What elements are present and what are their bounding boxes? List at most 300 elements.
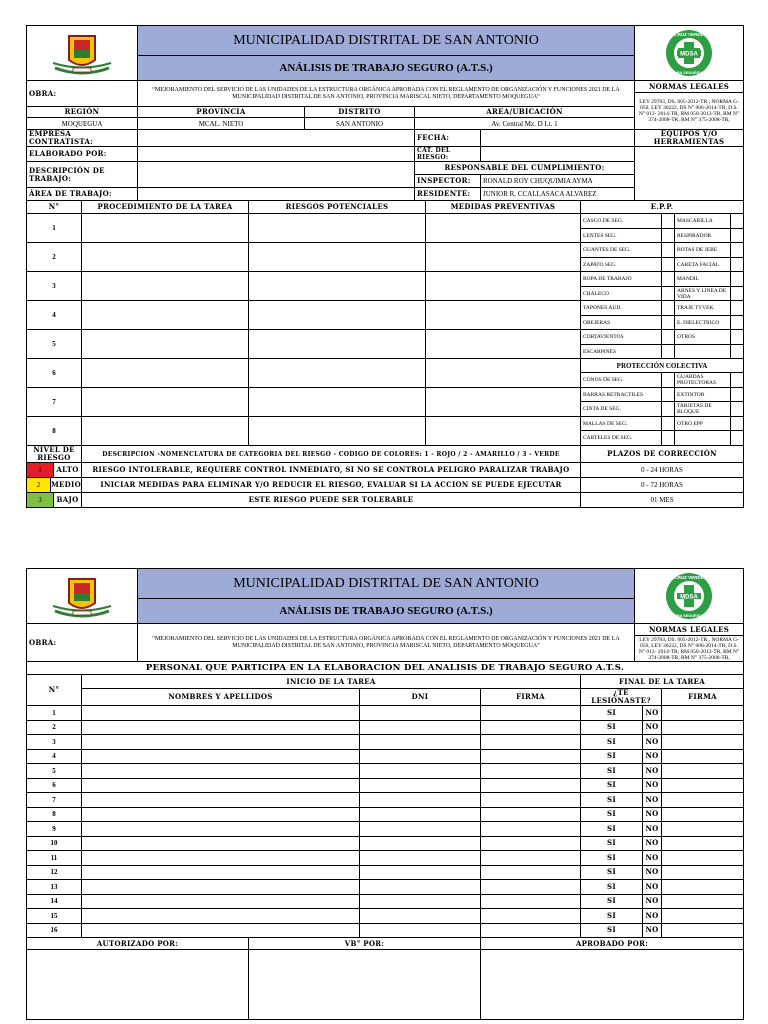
distrito-label: DISTRITO <box>305 107 415 118</box>
personal-nombre-field[interactable] <box>82 778 360 793</box>
nivel-plazo: 0 - 72 HORAS <box>581 478 744 493</box>
municipality-title: MUNICIPALIDAD DISTRITAL DE SAN ANTONIO <box>138 26 635 56</box>
sheet1-header-table <box>26 25 744 201</box>
proteccion-item-label: OTRO EPP <box>675 417 731 431</box>
personal-nombre-field[interactable] <box>82 923 360 938</box>
personal-row-number: 8 <box>27 807 82 822</box>
equipos-herramientas-field[interactable] <box>635 147 744 201</box>
personal-row-number: 11 <box>27 851 82 866</box>
municipality-title-2: MUNICIPALIDAD DISTRITAL DE SAN ANTONIO <box>138 569 635 599</box>
para-seguridad-logo-text: PARA SEGURIDAD <box>671 71 707 75</box>
task-medidas-cell[interactable] <box>426 243 581 272</box>
col-procedimiento-header: PROCEDIMIENTO DE LA TAREA <box>82 201 249 214</box>
task-riesgos-cell[interactable] <box>249 214 426 243</box>
personal-col-n: N° <box>27 675 82 706</box>
epp-item-label: RESPIRADOR <box>675 229 731 243</box>
epp-checkbox[interactable] <box>662 243 675 258</box>
lesion-no-option[interactable]: NO <box>643 923 662 938</box>
autorizado-por-label: AUTORIZADO POR: <box>27 938 249 950</box>
epp-checkbox[interactable] <box>662 258 675 272</box>
personal-row-number: 7 <box>27 793 82 808</box>
plazos-correccion-label: PLAZOS DE CORRECCIÓN <box>581 446 744 463</box>
nivel-riesgo-cell <box>27 493 82 508</box>
personal-nombre-field[interactable] <box>82 749 360 764</box>
nivel-name: MEDIO <box>50 480 81 489</box>
personal-firma-final-field[interactable] <box>662 793 744 808</box>
elaborado-por-field[interactable] <box>138 147 415 162</box>
personal-nombre-field[interactable] <box>82 836 360 851</box>
task-procedimiento-cell[interactable] <box>82 272 249 301</box>
cat-riesgo-field[interactable] <box>481 147 635 162</box>
personal-row-number: 6 <box>27 778 82 793</box>
task-procedimiento-cell[interactable] <box>82 417 249 446</box>
epp-item-label: TRAJE TYVEK <box>675 301 731 316</box>
personal-dni-field[interactable] <box>360 851 481 866</box>
lesion-no-option[interactable]: NO <box>643 764 662 779</box>
personal-firma-final-field[interactable] <box>662 851 744 866</box>
lesion-si-option[interactable]: SI <box>581 720 643 735</box>
task-procedimiento-cell[interactable] <box>82 214 249 243</box>
personal-dni-field[interactable] <box>360 720 481 735</box>
task-procedimiento-cell[interactable] <box>82 301 249 330</box>
task-riesgos-cell[interactable] <box>249 272 426 301</box>
vb-por-label: VB° POR: <box>249 938 481 950</box>
task-number: 1 <box>27 214 82 243</box>
personal-rows <box>27 706 744 938</box>
personal-firma-field[interactable] <box>481 793 581 808</box>
task-number: 3 <box>27 272 82 301</box>
personal-dni-field[interactable] <box>360 909 481 924</box>
empresa-contratista-field[interactable] <box>138 130 415 147</box>
epp-item-label: ZAPATO SEG. <box>581 258 662 272</box>
personal-nombre-field[interactable] <box>82 807 360 822</box>
epp-checkbox[interactable] <box>731 272 744 287</box>
cruz-verde-logo-text: CRUZ VERDE <box>674 32 704 37</box>
epp-checkbox[interactable] <box>731 243 744 258</box>
nivel-descripcion: INICIAR MEDIDAS PARA ELIMINAR Y/O REDUCIR EL RIESGO, EVALUAR SI LA ACCION SE PUEDE EJECUTAR <box>82 478 581 493</box>
lesion-si-option[interactable]: SI <box>581 749 643 764</box>
vb-por-signature[interactable] <box>249 950 481 1020</box>
inicio-tarea-label: INICIO DE LA TAREA <box>82 675 581 689</box>
fecha-field[interactable] <box>481 130 635 147</box>
lesion-no-option[interactable]: NO <box>643 836 662 851</box>
personal-firma-final-field[interactable] <box>662 909 744 924</box>
epp-item-label <box>675 345 731 359</box>
personal-dni-field[interactable] <box>360 749 481 764</box>
proteccion-checkbox[interactable] <box>662 431 675 446</box>
epp-item-label: MANDIL <box>675 272 731 287</box>
personal-firma-field[interactable] <box>481 822 581 837</box>
te-lesionaste-header: ¿TE LESIONASTE? <box>581 689 662 706</box>
col-medidas-header: MEDIDAS PREVENTIVAS <box>426 201 581 214</box>
epp-checkbox[interactable] <box>731 287 744 301</box>
personal-row-number: 9 <box>27 822 82 837</box>
epp-checkbox[interactable] <box>731 214 744 229</box>
nivel-color-swatch: 2 <box>27 478 51 492</box>
area-ubicacion-value[interactable]: Av. Central Mz. D Lt. 1 <box>415 118 635 130</box>
personal-nombre-field[interactable] <box>82 706 360 721</box>
proteccion-checkbox[interactable] <box>731 417 744 431</box>
personal-firma-field[interactable] <box>481 735 581 750</box>
personal-firma-field[interactable] <box>481 836 581 851</box>
distrito-value[interactable]: SAN ANTONIO <box>305 118 415 130</box>
nivel-descripcion: RIESGO INTOLERABLE, REQUIERE CONTROL INMEDIATO, SI NO SE CONTROLA PELIGRO PARALIZAR TRABAJO <box>82 463 581 478</box>
personal-nombre-field[interactable] <box>82 894 360 909</box>
epp-item-label: CHALECO <box>581 287 662 301</box>
lesion-si-option[interactable]: SI <box>581 880 643 895</box>
lesion-no-option[interactable]: NO <box>643 720 662 735</box>
nivel-descripcion: ESTE RIESGO PUEDE SER TOLERABLE <box>82 493 581 508</box>
lesion-no-option[interactable]: NO <box>643 851 662 866</box>
proteccion-checkbox[interactable] <box>662 417 675 431</box>
personal-nombre-field[interactable] <box>82 720 360 735</box>
epp-item-label: GUANTES DE SEG. <box>581 243 662 258</box>
personal-row-number: 13 <box>27 880 82 895</box>
area-ubicacion-label: AREA/UBICACIÓN <box>415 107 635 118</box>
empresa-contratista-label: EMPRESA CONTRATISTA: <box>27 130 138 147</box>
personal-dni-field[interactable] <box>360 822 481 837</box>
epp-item-label: ARNES Y LINEA DE VIDA <box>675 287 731 301</box>
mdsa-logo-text: MDSA <box>680 51 698 58</box>
lesion-si-option[interactable]: SI <box>581 807 643 822</box>
col-n-header: N° <box>27 201 82 214</box>
personal-dni-field[interactable] <box>360 778 481 793</box>
provincia-value[interactable]: MCAL. NIETO <box>138 118 305 130</box>
lesion-si-option[interactable]: SI <box>581 909 643 924</box>
region-value[interactable]: MOQUEGUA <box>27 118 138 130</box>
proteccion-checkbox[interactable] <box>731 431 744 446</box>
personal-firma-final-field[interactable] <box>662 706 744 721</box>
personal-firma-field[interactable] <box>481 764 581 779</box>
lesion-no-option[interactable]: NO <box>643 909 662 924</box>
personal-firma-final-field[interactable] <box>662 749 744 764</box>
municipal-logo-cell-2 <box>27 569 138 624</box>
col-epp-header: E.P.P. <box>581 201 744 214</box>
proteccion-item-label: MALLAS DE SEG. <box>581 417 662 431</box>
task-medidas-cell[interactable] <box>426 301 581 330</box>
ats-main-table <box>26 200 744 508</box>
approval-table <box>26 937 744 1020</box>
obra-label-2: OBRA: <box>27 624 138 662</box>
lesion-si-option[interactable]: SI <box>581 822 643 837</box>
lesion-no-option[interactable]: NO <box>643 778 662 793</box>
nivel-name: BAJO <box>56 495 79 504</box>
task-number: 2 <box>27 243 82 272</box>
col-riesgos-header: RIESGOS POTENCIALES <box>249 201 426 214</box>
epp-checkbox[interactable] <box>662 330 675 345</box>
municipal-shield-icon <box>29 573 135 619</box>
epp-item-label: MASCARILLA <box>675 214 731 229</box>
task-medidas-cell[interactable] <box>426 272 581 301</box>
personal-row-number: 2 <box>27 720 82 735</box>
proteccion-checkbox[interactable] <box>731 402 744 417</box>
lesion-si-option[interactable]: SI <box>581 894 643 909</box>
personal-row-number: 3 <box>27 735 82 750</box>
lesion-si-option[interactable]: SI <box>581 865 643 880</box>
epp-checkbox[interactable] <box>662 316 675 330</box>
epp-item-label: OTROS <box>675 330 731 345</box>
ats-sheet-2 <box>26 568 743 1020</box>
lesion-no-option[interactable]: NO <box>643 735 662 750</box>
personal-firma-field[interactable] <box>481 749 581 764</box>
nivel-color-swatch: 3 <box>27 493 54 507</box>
residente-value[interactable]: JUNIOR R. CCALLASACA ALVAREZ <box>481 188 635 201</box>
lesion-no-option[interactable]: NO <box>643 865 662 880</box>
nivel-plazo: 0 - 24 HORAS <box>581 463 744 478</box>
equipos-herramientas-label: EQUIPOS Y/O HERRAMIENTAS <box>635 130 744 147</box>
personal-firma-field[interactable] <box>481 923 581 938</box>
personal-firma-field[interactable] <box>481 865 581 880</box>
task-number: 6 <box>27 359 82 388</box>
personal-nombre-field[interactable] <box>82 909 360 924</box>
obra-description: “MEJORAMIENTO DEL SERVICIO DE LAS UNIDADES DE LA ESTRUCTURA ORGÁNICA APROBADA CON EL REGLAMENTO DE ORGANIZACIÓN Y FUNCIONES 2021 DE LA MUNICIPALIDAD DISTRITAL DE SAN ANTONIO, PROVINCIA MARISCAL NIETO, DEPARTAMENTO MOQUEGUA” <box>138 81 635 107</box>
personal-firma-field[interactable] <box>481 909 581 924</box>
proteccion-item-label: GUARDAS PROTECTORAS <box>675 373 731 388</box>
personal-row-number: 1 <box>27 706 82 721</box>
normas-legales-label: NORMAS LEGALES <box>635 81 744 93</box>
task-medidas-cell[interactable] <box>426 330 581 359</box>
personal-dni-field[interactable] <box>360 735 481 750</box>
fecha-label: FECHA: <box>415 130 481 147</box>
proteccion-item-label: CARTELES DE SEG. <box>581 431 662 446</box>
nivel-riesgo-label: NIVEL DE RIESGO <box>27 446 82 463</box>
task-procedimiento-cell[interactable] <box>82 359 249 388</box>
region-label: REGIÓN <box>27 107 138 118</box>
proteccion-item-label: TARJETAS DE BLOQUE <box>675 402 731 417</box>
lesion-si-option[interactable]: SI <box>581 764 643 779</box>
epp-item-label: OREJERAS <box>581 316 662 330</box>
firma-final-header: FIRMA <box>662 689 744 706</box>
personal-firma-final-field[interactable] <box>662 822 744 837</box>
epp-checkbox[interactable] <box>731 258 744 272</box>
personal-firma-final-field[interactable] <box>662 836 744 851</box>
personal-row-number: 10 <box>27 836 82 851</box>
personal-firma-field[interactable] <box>481 720 581 735</box>
personal-firma-field[interactable] <box>481 778 581 793</box>
personal-dni-field[interactable] <box>360 836 481 851</box>
lesion-si-option[interactable]: SI <box>581 706 643 721</box>
responsable-cumplimiento-label: RESPONSABLE DEL CUMPLIMIENTO: <box>415 162 635 175</box>
cruz-verde-logo-icon <box>637 28 741 78</box>
proteccion-item-label <box>675 431 731 446</box>
personal-firma-final-field[interactable] <box>662 778 744 793</box>
elaborado-por-label: ELABORADO POR: <box>27 147 138 162</box>
epp-checkbox[interactable] <box>662 287 675 301</box>
obra-description-2: “MEJORAMIENTO DEL SERVICIO DE LAS UNIDADES DE LA ESTRUCTURA ORGÁNICA APROBADA CON EL REGLAMENTO DE ORGANIZACIÓN Y FUNCIONES 2021 DE LA MUNICIPALIDAD DISTRITAL DE SAN ANTONIO, PROVINCIA MARISCAL NIETO, DEPARTAMENTO MOQUEGUA” <box>138 624 635 662</box>
lesion-si-option[interactable]: SI <box>581 836 643 851</box>
lesion-si-option[interactable]: SI <box>581 778 643 793</box>
cruz-verde-logo-cell <box>635 26 744 81</box>
nivel-plazo: 01 MES <box>581 493 744 508</box>
obra-label: OBRA: <box>27 81 138 107</box>
lesion-no-option[interactable]: NO <box>643 822 662 837</box>
task-riesgos-cell[interactable] <box>249 417 426 446</box>
epp-item-label: LENTES SEG. <box>581 229 662 243</box>
task-number: 7 <box>27 388 82 417</box>
personal-firma-final-field[interactable] <box>662 735 744 750</box>
niveles-rows <box>27 463 744 508</box>
proteccion-colectiva-label: PROTECCIÓN COLECTIVA <box>581 359 744 373</box>
personal-table <box>26 661 744 938</box>
proteccion-checkbox[interactable] <box>731 388 744 402</box>
lesion-no-option[interactable]: NO <box>643 793 662 808</box>
epp-checkbox[interactable] <box>731 316 744 330</box>
personal-firma-final-field[interactable] <box>662 720 744 735</box>
personal-row-number: 15 <box>27 909 82 924</box>
personal-dni-field[interactable] <box>360 706 481 721</box>
personal-dni-field[interactable] <box>360 894 481 909</box>
personal-nombre-field[interactable] <box>82 822 360 837</box>
epp-checkbox[interactable] <box>662 272 675 287</box>
task-riesgos-cell[interactable] <box>249 359 426 388</box>
personal-row-number: 12 <box>27 865 82 880</box>
lesion-no-option[interactable]: NO <box>643 894 662 909</box>
lesion-no-option[interactable]: NO <box>643 880 662 895</box>
lesion-si-option[interactable]: SI <box>581 923 643 938</box>
normas-legales-text: LEY 29783, DS. 005-2012-TR., NORMA G-050, LEY 30222, DS N° 006-2014-TR, D.S. N° 012- 2014-TR, RM 050-2013-TR, RM N° 374-2008-TR, RM N° 375-2008-TR, <box>635 93 744 130</box>
task-procedimiento-cell[interactable] <box>82 330 249 359</box>
proteccion-checkbox[interactable] <box>662 373 675 388</box>
descripcion-trabajo-label: DESCRIPCIÓN DE TRABAJO: <box>27 162 138 188</box>
epp-checkbox[interactable] <box>662 345 675 359</box>
epp-item-label: ESCARPINES <box>581 345 662 359</box>
descripcion-nomenclatura-label: DESCRIPCION -NOMENCLATURA DE CATEGORIA DEL RIESGO - CODIGO DE COLORES: 1 - ROJO / 2 - AMARILLO / 3 - VERDE <box>82 446 581 463</box>
mdsa-logo-text-2: MDSA <box>680 594 698 601</box>
lesion-si-option[interactable]: SI <box>581 793 643 808</box>
normas-legales-text-2: LEY 29783, DS. 005-2012-TR., NORMA G-050, LEY 30222, DS N° 006-2014-TR, D.S. N° 012- 2014-TR, RM 050-2013-TR, RM N° 374-2008-TR, RM N° 375-2008-TR, <box>635 636 744 662</box>
cruz-verde-logo-cell-2 <box>635 569 744 624</box>
personal-firma-field[interactable] <box>481 880 581 895</box>
epp-checkbox[interactable] <box>662 229 675 243</box>
proteccion-checkbox[interactable] <box>731 373 744 388</box>
personal-nombre-field[interactable] <box>82 865 360 880</box>
personal-firma-final-field[interactable] <box>662 894 744 909</box>
provincia-label: PROVINCIA <box>138 107 305 118</box>
nombres-apellidos-header: NOMBRES Y APELLIDOS <box>82 689 360 706</box>
epp-checkbox[interactable] <box>662 214 675 229</box>
residente-label: RESIDENTE: <box>415 188 481 201</box>
task-riesgos-cell[interactable] <box>249 388 426 417</box>
lesion-no-option[interactable]: NO <box>643 749 662 764</box>
epp-item-label: E. DIELECTRICO <box>675 316 731 330</box>
task-medidas-cell[interactable] <box>426 214 581 243</box>
epp-checkbox[interactable] <box>662 301 675 316</box>
epp-item-label: BOTAS DE JEBE <box>675 243 731 258</box>
task-number: 5 <box>27 330 82 359</box>
personal-nombre-field[interactable] <box>82 793 360 808</box>
task-riesgos-cell[interactable] <box>249 330 426 359</box>
epp-checkbox[interactable] <box>731 301 744 316</box>
proteccion-item-label: BARRAS RETRACTILES <box>581 388 662 402</box>
nivel-color-swatch: 1 <box>27 463 54 477</box>
task-procedimiento-cell[interactable] <box>82 388 249 417</box>
dni-header: DNI <box>360 689 481 706</box>
personal-firma-final-field[interactable] <box>662 764 744 779</box>
task-riesgos-cell[interactable] <box>249 243 426 272</box>
lesion-no-option[interactable]: NO <box>643 706 662 721</box>
aprobado-por-label: APROBADO POR: <box>481 938 744 950</box>
ats-sheet-1 <box>26 25 743 508</box>
lesion-si-option[interactable]: SI <box>581 735 643 750</box>
task-procedimiento-cell[interactable] <box>82 243 249 272</box>
personal-firma-final-field[interactable] <box>662 880 744 895</box>
municipal-shield-icon <box>29 30 135 76</box>
inspector-value[interactable]: RONALD ROY CHUQUIMIA AYMA <box>481 175 635 188</box>
personal-firma-field[interactable] <box>481 706 581 721</box>
lesion-si-option[interactable]: SI <box>581 851 643 866</box>
proteccion-item-label: CONOS DE SEG. <box>581 373 662 388</box>
personal-dni-field[interactable] <box>360 923 481 938</box>
nivel-name: ALTO <box>56 465 79 474</box>
personal-dni-field[interactable] <box>360 807 481 822</box>
normas-legales-label-2: NORMAS LEGALES <box>635 624 744 636</box>
personal-firma-final-field[interactable] <box>662 807 744 822</box>
epp-item-label: CASCO DE SEG. <box>581 214 662 229</box>
personal-nombre-field[interactable] <box>82 764 360 779</box>
epp-item-label: ROPA DE TRABAJO <box>581 272 662 287</box>
personal-title: PERSONAL QUE PARTICIPA EN LA ELABORACION DEL ANALISIS DE TRABAJO SEGURO A.T.S. <box>27 662 744 675</box>
firma-header: FIRMA <box>481 689 581 706</box>
autorizado-por-signature[interactable] <box>27 950 249 1020</box>
document-title-2: ANÁLISIS DE TRABAJO SEGURO (A.T.S.) <box>138 599 635 624</box>
personal-row-number: 4 <box>27 749 82 764</box>
nivel-riesgo-cell <box>27 463 82 478</box>
descripcion-trabajo-field[interactable] <box>138 162 415 188</box>
personal-dni-field[interactable] <box>360 793 481 808</box>
task-number: 8 <box>27 417 82 446</box>
personal-nombre-field[interactable] <box>82 735 360 750</box>
lesion-no-option[interactable]: NO <box>643 807 662 822</box>
task-medidas-cell[interactable] <box>426 359 581 388</box>
cruz-verde-logo-icon <box>637 571 741 621</box>
personal-firma-field[interactable] <box>481 851 581 866</box>
task-riesgos-cell[interactable] <box>249 301 426 330</box>
proteccion-checkbox[interactable] <box>662 388 675 402</box>
task-medidas-cell[interactable] <box>426 417 581 446</box>
proteccion-item-label: EXTINTOR <box>675 388 731 402</box>
document-title: ANÁLISIS DE TRABAJO SEGURO (A.T.S.) <box>138 56 635 81</box>
personal-firma-final-field[interactable] <box>662 865 744 880</box>
epp-checkbox[interactable] <box>731 330 744 345</box>
proteccion-checkbox[interactable] <box>662 402 675 417</box>
personal-dni-field[interactable] <box>360 764 481 779</box>
area-trabajo-field[interactable] <box>138 188 415 201</box>
personal-firma-final-field[interactable] <box>662 923 744 938</box>
para-seguridad-logo-text-2: PARA SEGURIDAD <box>671 614 707 618</box>
aprobado-por-signature[interactable] <box>481 950 744 1020</box>
personal-nombre-field[interactable] <box>82 851 360 866</box>
cruz-verde-logo-text-2: CRUZ VERDE <box>674 575 704 580</box>
epp-item-label: CARETA FACIAL <box>675 258 731 272</box>
personal-nombre-field[interactable] <box>82 880 360 895</box>
task-medidas-cell[interactable] <box>426 388 581 417</box>
personal-row-number: 16 <box>27 923 82 938</box>
personal-row-number: 14 <box>27 894 82 909</box>
proteccion-item-label: CINTA DE SEG. <box>581 402 662 417</box>
personal-row-number: 5 <box>27 764 82 779</box>
final-tarea-label: FINAL DE LA TAREA <box>581 675 744 689</box>
cat-riesgo-label: CAT. DEL RIESGO: <box>415 147 481 162</box>
personal-firma-field[interactable] <box>481 894 581 909</box>
epp-checkbox[interactable] <box>731 229 744 243</box>
municipal-logo-cell <box>27 26 138 81</box>
personal-dni-field[interactable] <box>360 880 481 895</box>
personal-firma-field[interactable] <box>481 807 581 822</box>
sheet2-header-table <box>26 568 744 662</box>
personal-dni-field[interactable] <box>360 865 481 880</box>
epp-item-label: CORTAVIENTOS <box>581 330 662 345</box>
epp-checkbox[interactable] <box>731 345 744 359</box>
